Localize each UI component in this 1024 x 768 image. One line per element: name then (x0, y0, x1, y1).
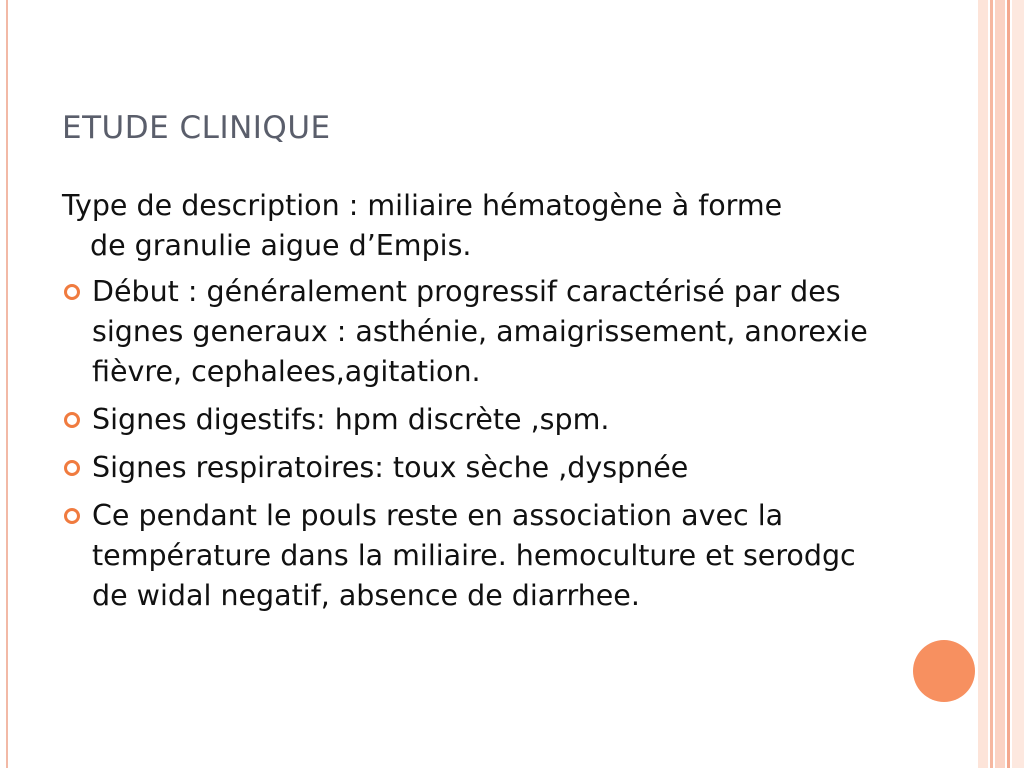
bullet-item (62, 400, 882, 440)
stripe (990, 0, 993, 768)
stripe (1007, 0, 1010, 768)
bullet-text: Signes respiratoires: toux sèche ,dyspnée (92, 451, 689, 484)
bullet-text: Ce pendant le pouls reste en association avec la température dans la miliaire. hemoculture et serodgc de widal negatif, absence de diarrhee. (92, 499, 856, 612)
intro-paragraph (62, 186, 882, 266)
intro-line-2: de granulie aigue d’Empis. (90, 229, 472, 262)
stripe (995, 0, 1005, 768)
slide-body (62, 186, 882, 624)
stripe (1012, 0, 1024, 768)
ring-bullet-icon (64, 284, 80, 300)
ring-bullet-icon (64, 412, 80, 428)
left-border-line (6, 0, 8, 768)
slide-title: ETUDE CLINIQUE (62, 110, 331, 146)
bullet-item (62, 448, 882, 488)
intro-line-1: Type de description : miliaire hématogène à forme (62, 189, 783, 222)
ring-bullet-icon (64, 508, 80, 524)
bullet-text: Début : généralement progressif caractérisé par des signes generaux : asthénie, amaigrissement, anorexie fièvre, cephalees,agitation. (92, 275, 868, 388)
stripe (978, 0, 988, 768)
ring-bullet-icon (64, 460, 80, 476)
decorative-circle-icon (913, 640, 975, 702)
bullet-item (62, 272, 882, 392)
right-decorative-stripes (978, 0, 1024, 768)
bullet-item (62, 496, 882, 616)
bullet-text: Signes digestifs: hpm discrète ,spm. (92, 403, 610, 436)
